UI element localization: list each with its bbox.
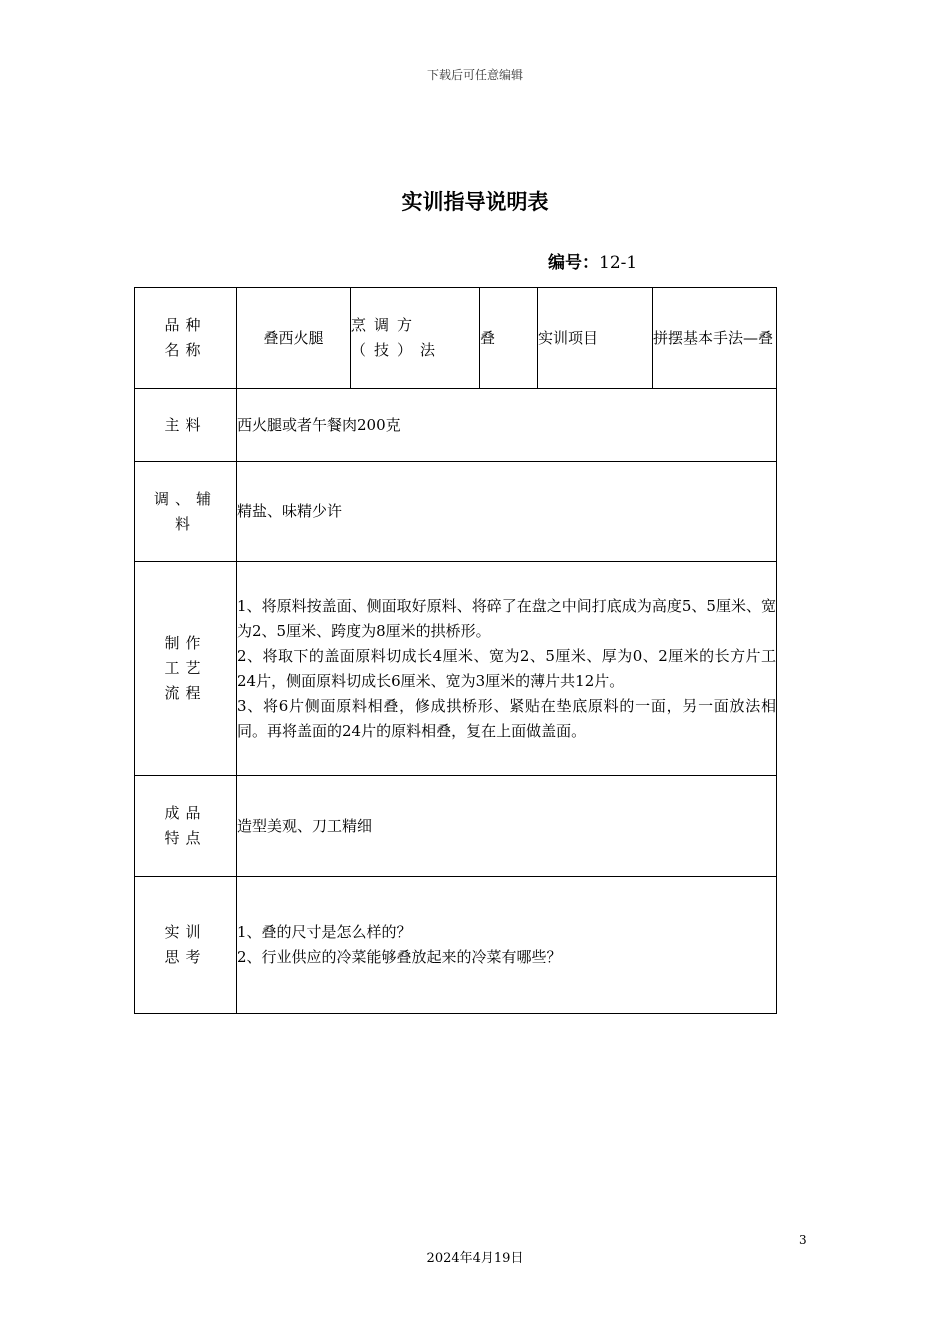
seasoning-label-line1: 调、辅 bbox=[153, 489, 217, 508]
features-label-line2: 特点 bbox=[164, 829, 207, 847]
reflection-questions bbox=[237, 877, 777, 1014]
seasoning-label bbox=[135, 462, 237, 562]
page-title: 实训指导说明表 bbox=[401, 190, 549, 214]
process-step: 3、将6片侧面原料相叠，修成拱桥形、紧贴在垫底原料的一面，另一面放法相同。再将盖面的24片的原料相叠，复在上面做盖面。 bbox=[237, 696, 776, 740]
cooking-method-value: 叠 bbox=[480, 288, 538, 389]
process-label-line2: 工艺 bbox=[164, 659, 207, 677]
document-number-value: 12-1 bbox=[599, 253, 638, 273]
variety-name-label-line1: 品种 bbox=[164, 316, 207, 334]
table-row bbox=[135, 462, 777, 562]
main-ingredient-label: 主料 bbox=[135, 389, 237, 462]
seasoning-label-line2: 料 bbox=[174, 514, 196, 533]
document-number-label: 编号： bbox=[548, 253, 599, 273]
variety-name-label bbox=[135, 288, 237, 389]
process-step: 2、将取下的盖面原料切成长4厘米、宽为2、5厘米、厚为0、2厘米的长方片工24片，侧面原料切成长6厘米、宽为3厘米的薄片共12片。 bbox=[237, 646, 776, 690]
process-label-line1: 制作 bbox=[164, 634, 207, 652]
table-row bbox=[135, 389, 777, 462]
dish-name-value: 叠西火腿 bbox=[237, 288, 351, 389]
document-number bbox=[548, 248, 637, 273]
variety-name-label-line2: 名称 bbox=[164, 341, 207, 359]
features-label bbox=[135, 776, 237, 877]
header-note: 下载后可任意编辑 bbox=[426, 68, 523, 82]
training-project-label: 实训项目 bbox=[538, 288, 653, 389]
process-label bbox=[135, 562, 237, 776]
process-label-line3: 流程 bbox=[164, 684, 207, 702]
training-project-value: 拼摆基本手法—叠 bbox=[653, 288, 777, 389]
reflection-question: 1、叠的尺寸是怎么样的？ bbox=[237, 923, 412, 941]
table-row bbox=[135, 288, 777, 389]
features-value: 造型美观、刀工精细 bbox=[237, 776, 777, 877]
table-row bbox=[135, 877, 777, 1014]
features-label-line1: 成品 bbox=[164, 804, 207, 822]
table-row bbox=[135, 776, 777, 877]
table-row bbox=[135, 562, 777, 776]
reflection-label-line1: 实训 bbox=[164, 923, 207, 941]
seasoning-value: 精盐、味精少许 bbox=[237, 462, 777, 562]
reflection-label-line2: 思考 bbox=[164, 948, 207, 966]
process-steps bbox=[237, 562, 777, 776]
footer-date: 2024年4月19日 bbox=[426, 1251, 524, 1266]
process-step: 1、将原料按盖面、侧面取好原料、将碎了在盘之中间打底成为高度5、5厘米、宽为2、5厘米、跨度为8厘米的拱桥形。 bbox=[237, 596, 776, 640]
instruction-table bbox=[134, 287, 777, 1014]
main-ingredient-value: 西火腿或者午餐肉200克 bbox=[237, 389, 777, 462]
reflection-question: 2、行业供应的冷菜能够叠放起来的冷菜有哪些？ bbox=[237, 948, 562, 966]
page-number: 3 bbox=[799, 1233, 807, 1247]
reflection-label bbox=[135, 877, 237, 1014]
cooking-method-label: 烹调方（技）法 bbox=[351, 288, 480, 389]
